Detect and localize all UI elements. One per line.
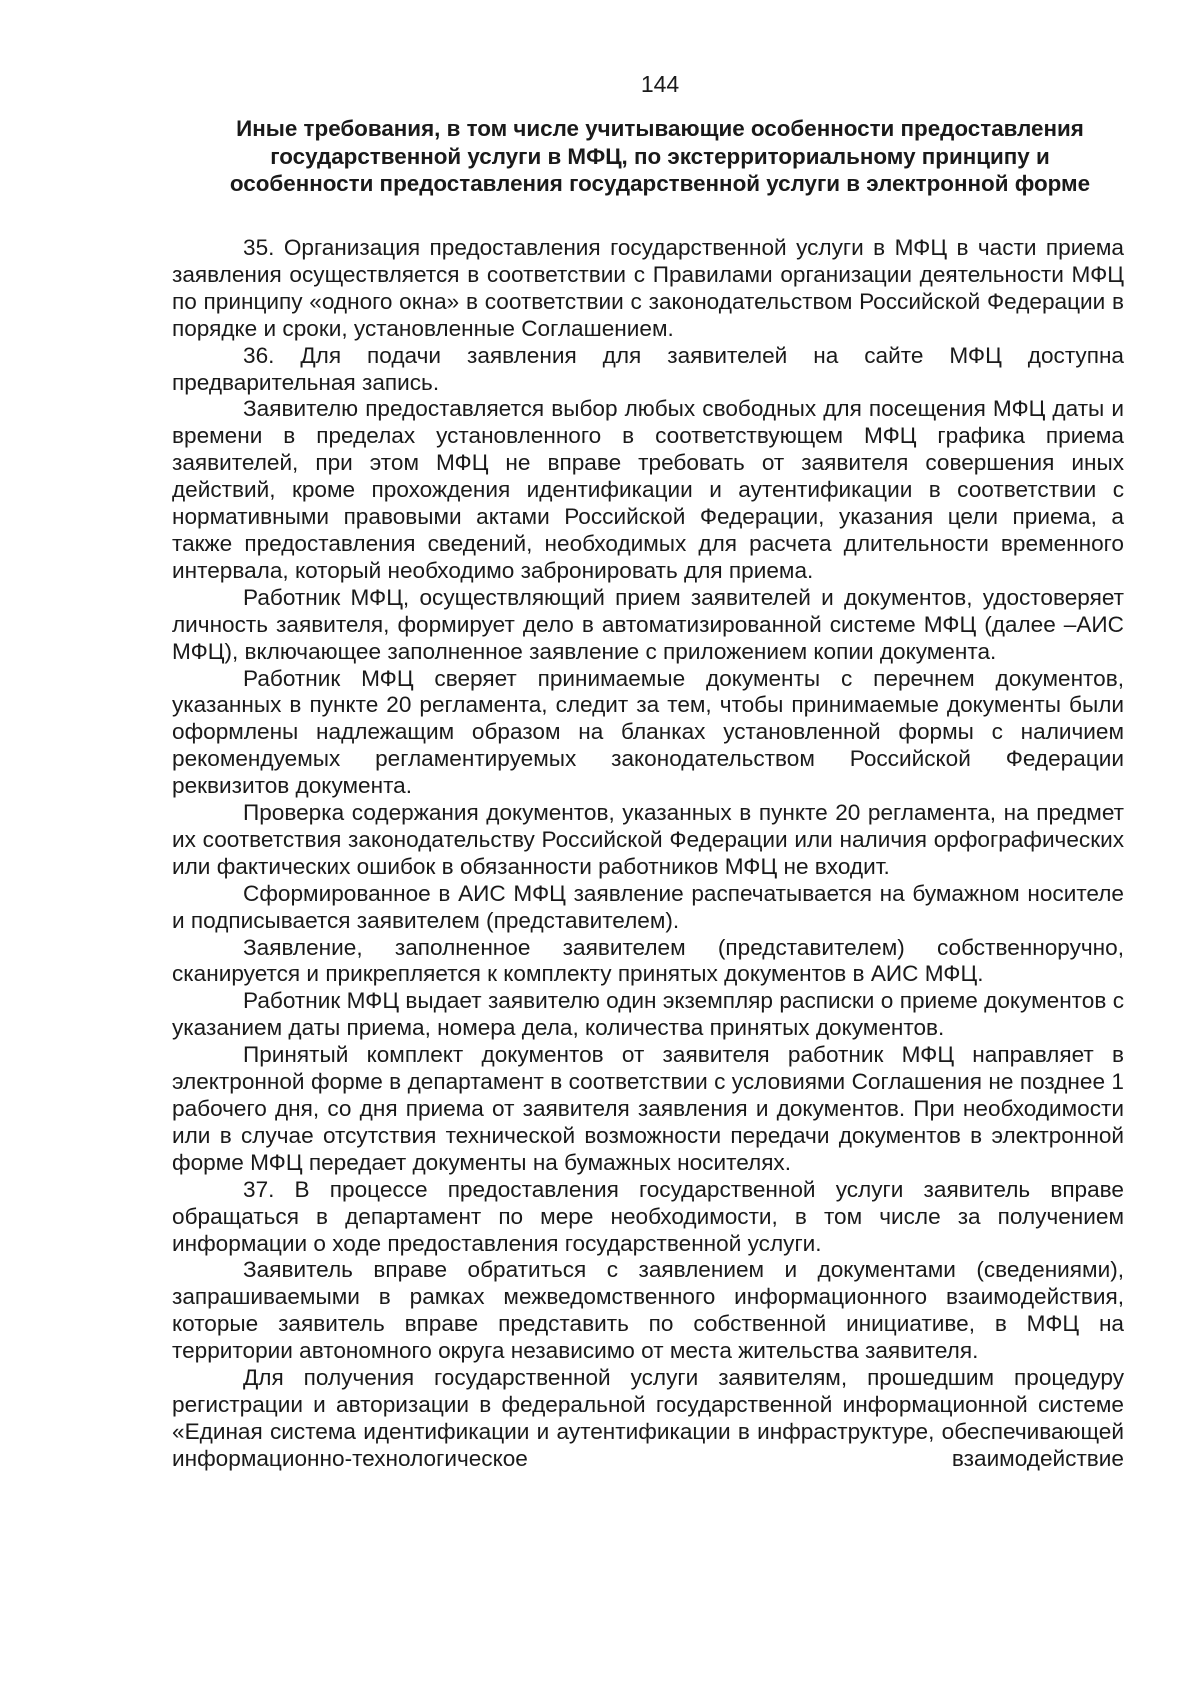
paragraph-document-verification: Работник МФЦ сверяет принимаемые документы с перечнем документов, указанных в пункте 20 регламента, следит за тем, чтобы принимаемые документы были оформлены надлежащим образом на бланках установленной формы с наличием рекомендуемых регламентируемых законодательством Российской Федерации реквизитов документа. xyxy=(172,665,1124,799)
section-heading: Иные требования, в том числе учитывающие особенности предоставления государственной услуги в МФЦ, по экстерриториальному принципу и особенности предоставления государственной услуги в электронной форме xyxy=(229,116,1091,196)
paragraph-scanning: Заявление, заполненное заявителем (представителем) собственноручно, сканируется и прикрепляется к комплекту принятых документов в АИС МФЦ. xyxy=(172,934,1124,987)
paragraph-36: 36. Для подачи заявления для заявителей на сайте МФЦ доступна предварительная запись. xyxy=(172,342,1124,395)
paragraph-content-check: Проверка содержания документов, указанных в пункте 20 регламента, на предмет их соответствия законодательству Российской Федерации или наличия орфографических или фактических ошибок в обязанности работников МФЦ не входит. xyxy=(172,800,1124,879)
paragraph-printing: Сформированное в АИС МФЦ заявление распечатывается на бумажном носителе и подписывается заявителем (представителем). xyxy=(172,880,1124,933)
page-number: 144 xyxy=(640,71,680,97)
paragraph-extraterritorial: Заявитель вправе обратиться с заявлением и документами (сведениями), запрашиваемыми в рамках межведомственного информационного взаимодействия, которые заявитель вправе представить по собственной инициативе, в МФЦ на территории автономного округа независимо от места жительства заявителя. xyxy=(172,1257,1124,1364)
paragraph-preliminary-booking: Заявителю предоставляется выбор любых свободных для посещения МФЦ даты и времени в пределах установленного в соответствующем МФЦ графика приема заявителей, при этом МФЦ не вправе требовать от заявителя совершения иных действий, кроме прохождения идентификации и аутентификации в соответствии с нормативными правовыми актами Российской Федерации, указания цели приема, а также предоставления сведений, необходимых для расчета длительности временного интервала, который необходимо забронировать для приема. xyxy=(172,396,1124,583)
paragraph-identity-check: Работник МФЦ, осуществляющий прием заявителей и документов, удостоверяет личность заявителя, формирует дело в автоматизированной системе МФЦ (далее –АИС МФЦ), включающее заполненное заявление с приложением копии документа. xyxy=(172,584,1124,664)
paragraph-35: 35. Организация предоставления государственной услуги в МФЦ в части приема заявления осуществляется в соответствии с Правилами организации деятельности МФЦ по принципу «одного окна» в соответствии с законодательством Российской Федерации в порядке и сроки, установленные Соглашением. xyxy=(172,235,1124,341)
paragraph-esia: Для получения государственной услуги заявителям, прошедшим процедуру регистрации и авторизации в федеральной государственной информационной системе «Единая система идентификации и аутентификации в инфраструктуре, обеспечивающей информационно-технологическое взаимодействие xyxy=(172,1365,1124,1471)
paragraph-37: 37. В процессе предоставления государственной услуги заявитель вправе обращаться в департамент по мере необходимости, в том числе за получением информации о ходе предоставления государственной услуги. xyxy=(172,1176,1124,1256)
document-body xyxy=(172,235,1124,1473)
paragraph-receipt: Работник МФЦ выдает заявителю один экземпляр расписки о приеме документов с указанием даты приема, номера дела, количества принятых документов. xyxy=(172,988,1124,1041)
paragraph-transfer: Принятый комплект документов от заявителя работник МФЦ направляет в электронной форме в департамент в соответствии с условиями Соглашения не позднее 1 рабочего дня, со дня приема от заявителя заявления и документов. При необходимости или в случае отсутствия технической возможности передачи документов в электронной форме МФЦ передает документы на бумажных носителях. xyxy=(172,1042,1124,1175)
